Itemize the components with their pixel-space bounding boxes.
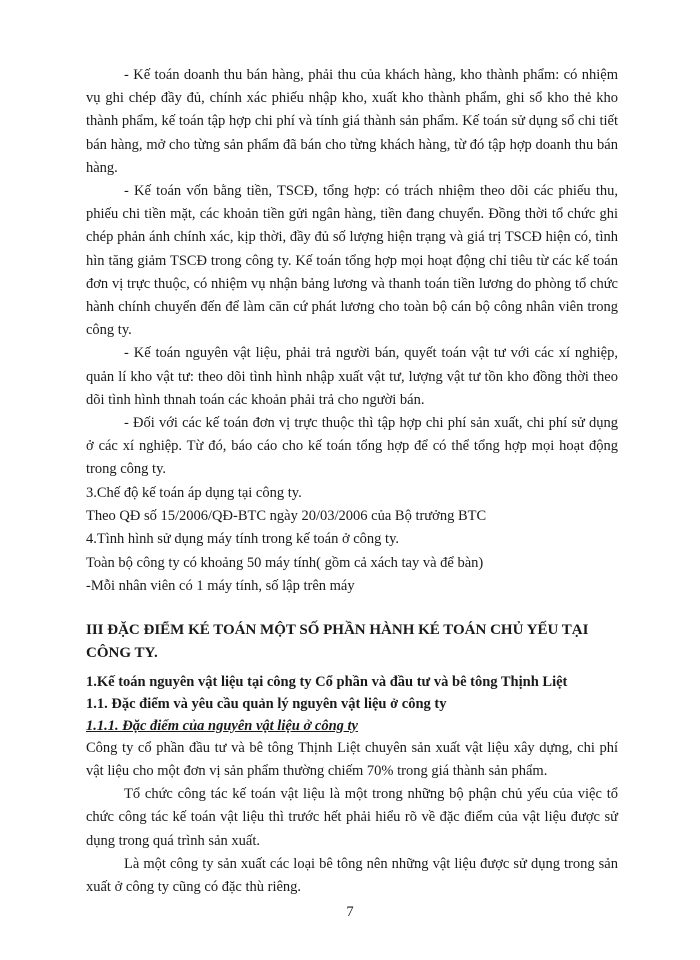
paragraph-sales-accountant: - Kế toán doanh thu bán hàng, phải thu của khách hàng, kho thành phẩm: có nhiệm vụ ghi chép đầy đủ, chính xác phiếu nhập kho, xuất kho thành phẩm, ghi sổ kho thẻ kho thành phẩm, kế toán tập hợp chi phí và tính giá thành sản phẩm. Kế toán sử dụng sổ chi tiết bán hàng, mở cho từng sản phẩm đã bán cho từng khách hàng, từ đó tập hợp doanh thu bán hàng.: [86, 67, 618, 176]
section-4-title: 4.Tình hình sử dụng máy tính trong kế toán ở công ty.: [86, 531, 400, 548]
section-3-title: 3.Chế độ kế toán áp dụng tại công ty.: [86, 484, 302, 501]
paragraph-cash-assets-accountant: - Kế toán vốn bằng tiền, TSCĐ, tổng hợp: có trách nhiệm theo dõi các phiếu thu, phiếu chi tiền mặt, các khoản tiền gửi ngân hàng, tiền đang chuyển. Đồng thời tổ chức ghi chép phản ánh chính xác, kịp thời, đầy đủ số lượng hiện trạng và giá trị TSCĐ hiện có, tình hìn tăng giảm TSCĐ trong công ty. Kế toán tổng hợp mọi hoạt động chỉ tiêu từ các kế toán đơn vị trực thuộc, có nhiệm vụ nhận bảng lương và thanh toán tiền lương do phòng tổ chức hành chính chuyển đến để làm căn cứ phát lương cho toàn bộ cán bộ công nhân viên trong công ty.: [86, 183, 618, 339]
heading-1-1: 1.1. Đặc điểm và yêu cầu quản lý nguyên vật liệu ở công ty: [86, 695, 447, 712]
regulation-line: Theo QĐ số 15/2006/QĐ-BTC ngày 20/03/2006 của Bộ trưởng BTC: [86, 508, 487, 525]
paragraph-company-intro: Công ty cổ phần đầu tư và bê tông Thịnh Liệt chuyên sản xuất vật liệu xây dựng, chi phí vật liệu cho một đơn vị sản phẩm thường chiếm 70% trong giá thành sản phẩm.: [86, 739, 618, 779]
page-content: [86, 64, 618, 899]
heading-1-1-1: 1.1.1. Đặc điểm của nguyên vật liệu ở công ty: [86, 717, 358, 734]
paragraph-organization: Tổ chức công tác kế toán vật liệu là một trong những bộ phận chủ yếu của việc tổ chức công tác kế toán vật liệu thì trước hết phải hiểu rõ về đặc điểm của vật liệu được sử dụng trong quá trình sản xuất.: [86, 786, 618, 849]
paragraph-materials-accountant: - Kế toán nguyên vật liệu, phải trả người bán, quyết toán vật tư với các xí nghiệp, quản lí kho vật tư: theo dõi tình hình nhập xuất vật tư, lượng vật tư tồn kho đồng thời theo dõi tình hình thnah toán các khoản phải trả cho người bán.: [86, 345, 618, 408]
paragraph-concrete-materials: Là một công ty sản xuất các loại bê tông nên những vật liệu được sử dụng trong sản xuất ở công ty cũng có đặc thù riêng.: [86, 855, 618, 895]
main-section-heading: III ĐẶC ĐIỂM KÉ TOÁN MỘT SỐ PHẦN HÀNH KÉ TOÁN CHỦ YẾU TẠI CÔNG TY.: [86, 621, 589, 661]
computer-per-staff-line: -Mỗi nhân viên có 1 máy tính, số lập trên máy: [86, 578, 355, 595]
paragraph-subsidiary-accountant: - Đối với các kế toán đơn vị trực thuộc thì tập hợp chi phí sản xuất, chi phí sử dụng ở các xí nghiệp. Từ đó, báo cáo cho kế toán tổng hợp để có thể tổng hợp mọi hoạt động trong công ty.: [86, 415, 618, 478]
page-number: 7: [346, 904, 354, 920]
heading-1: 1.Kế toán nguyên vật liệu tại công ty Cổ phần và đầu tư và bê tông Thịnh Liệt: [86, 673, 568, 690]
computer-count-line: Toàn bộ công ty có khoảng 50 máy tính( gồm cả xách tay và để bàn): [86, 554, 484, 571]
